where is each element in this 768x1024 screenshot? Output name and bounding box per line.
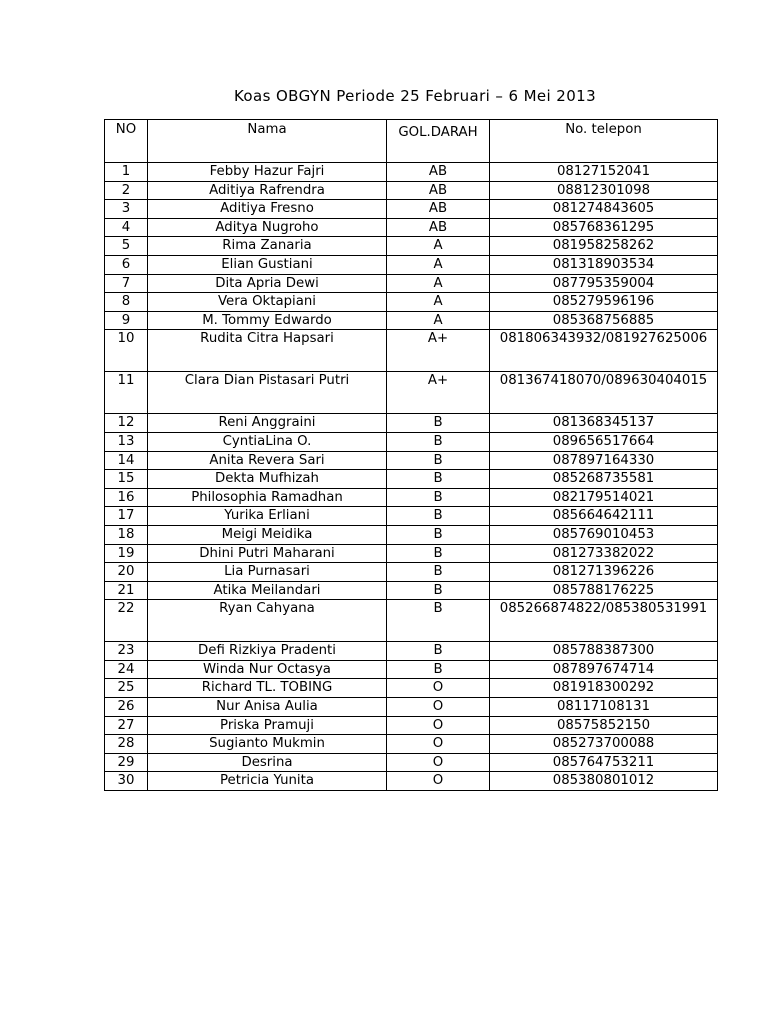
row-name: Aditya Nugroho — [148, 218, 387, 237]
row-blood-type: AB — [387, 200, 490, 219]
row-phone: 085368756885 — [490, 311, 718, 330]
row-number: 22 — [105, 600, 148, 642]
row-number: 19 — [105, 544, 148, 563]
table-row — [105, 753, 718, 772]
row-phone: 089656517664 — [490, 432, 718, 451]
row-blood-type: B — [387, 470, 490, 489]
table-row — [105, 470, 718, 489]
table-row — [105, 311, 718, 330]
row-phone: 085268735581 — [490, 470, 718, 489]
row-name: Defi Rizkiya Pradenti — [148, 642, 387, 661]
row-phone: 085788387300 — [490, 642, 718, 661]
row-name: Nur Anisa Aulia — [148, 698, 387, 717]
row-name: Aditiya Fresno — [148, 200, 387, 219]
row-number: 27 — [105, 716, 148, 735]
row-name: Aditiya Rafrendra — [148, 181, 387, 200]
row-name: Ryan Cahyana — [148, 600, 387, 642]
row-number: 4 — [105, 218, 148, 237]
row-blood-type: B — [387, 414, 490, 433]
row-number: 18 — [105, 525, 148, 544]
row-phone: 085380801012 — [490, 772, 718, 791]
row-blood-type: O — [387, 772, 490, 791]
row-phone-text: 085266874822/085380531991 — [499, 601, 708, 617]
row-blood-type: B — [387, 432, 490, 451]
row-name: Sugianto Mukmin — [148, 735, 387, 754]
row-name: Richard TL. TOBING — [148, 679, 387, 698]
row-phone: 081318903534 — [490, 255, 718, 274]
row-blood-type: A+ — [387, 372, 490, 414]
row-blood-type: B — [387, 544, 490, 563]
row-phone: 085764753211 — [490, 753, 718, 772]
table-header-row — [105, 120, 718, 163]
table-row — [105, 660, 718, 679]
row-number: 9 — [105, 311, 148, 330]
row-name: Philosophia Ramadhan — [148, 488, 387, 507]
row-blood-type: B — [387, 525, 490, 544]
row-phone: 087897674714 — [490, 660, 718, 679]
row-number: 14 — [105, 451, 148, 470]
row-number: 1 — [105, 163, 148, 182]
row-phone: 085273700088 — [490, 735, 718, 754]
row-number: 12 — [105, 414, 148, 433]
row-phone: 085769010453 — [490, 525, 718, 544]
table-row — [105, 772, 718, 791]
row-name: CyntiaLina O. — [148, 432, 387, 451]
row-number: 20 — [105, 563, 148, 582]
table-row — [105, 200, 718, 219]
row-number: 21 — [105, 581, 148, 600]
row-blood-type: AB — [387, 181, 490, 200]
row-phone — [490, 372, 718, 414]
table-row — [105, 274, 718, 293]
row-number: 10 — [105, 330, 148, 372]
table-row — [105, 507, 718, 526]
row-name: Dita Apria Dewi — [148, 274, 387, 293]
table-row — [105, 544, 718, 563]
row-number: 6 — [105, 255, 148, 274]
row-blood-type: B — [387, 451, 490, 470]
row-name: Winda Nur Octasya — [148, 660, 387, 679]
row-phone — [490, 600, 718, 642]
row-blood-type: B — [387, 563, 490, 582]
row-blood-type: O — [387, 753, 490, 772]
student-table — [104, 119, 718, 791]
row-blood-type: A — [387, 311, 490, 330]
row-phone: 081271396226 — [490, 563, 718, 582]
table-row — [105, 488, 718, 507]
row-blood-type: O — [387, 716, 490, 735]
header-telepon: No. telepon — [490, 120, 718, 163]
row-name: Rudita Citra Hapsari — [148, 330, 387, 372]
row-number: 2 — [105, 181, 148, 200]
row-number: 13 — [105, 432, 148, 451]
table-row — [105, 372, 718, 414]
row-phone: 081958258262 — [490, 237, 718, 256]
row-number: 24 — [105, 660, 148, 679]
table-row — [105, 600, 718, 642]
table-row — [105, 414, 718, 433]
row-blood-type: A — [387, 237, 490, 256]
document-title: Koas OBGYN Periode 25 Februari – 6 Mei 2013 — [233, 87, 597, 105]
row-name: Petricia Yunita — [148, 772, 387, 791]
table-row — [105, 581, 718, 600]
row-number: 3 — [105, 200, 148, 219]
row-number: 11 — [105, 372, 148, 414]
table-row — [105, 237, 718, 256]
table-row — [105, 330, 718, 372]
table-row — [105, 255, 718, 274]
row-name: Desrina — [148, 753, 387, 772]
table-row — [105, 451, 718, 470]
row-number: 25 — [105, 679, 148, 698]
row-name: Priska Pramuji — [148, 716, 387, 735]
row-phone: 085664642111 — [490, 507, 718, 526]
row-number: 26 — [105, 698, 148, 717]
table-row — [105, 563, 718, 582]
row-phone: 081918300292 — [490, 679, 718, 698]
row-name: Anita Revera Sari — [148, 451, 387, 470]
row-blood-type: A — [387, 274, 490, 293]
row-name: Dhini Putri Maharani — [148, 544, 387, 563]
table-row — [105, 735, 718, 754]
row-phone: 081274843605 — [490, 200, 718, 219]
row-name: Vera Oktapiani — [148, 293, 387, 312]
table-row — [105, 432, 718, 451]
row-phone: 085279596196 — [490, 293, 718, 312]
row-phone: 081368345137 — [490, 414, 718, 433]
row-name: Rima Zanaria — [148, 237, 387, 256]
row-blood-type: B — [387, 488, 490, 507]
table-row — [105, 642, 718, 661]
table-row — [105, 163, 718, 182]
row-number: 28 — [105, 735, 148, 754]
header-gol-darah: GOL.DARAH — [387, 120, 490, 163]
row-name: Yurika Erliani — [148, 507, 387, 526]
row-blood-type: O — [387, 735, 490, 754]
row-number: 16 — [105, 488, 148, 507]
table-row — [105, 698, 718, 717]
table-row — [105, 716, 718, 735]
row-blood-type: A — [387, 293, 490, 312]
table-row — [105, 181, 718, 200]
row-name: Meigi Meidika — [148, 525, 387, 544]
row-number: 5 — [105, 237, 148, 256]
row-name: Elian Gustiani — [148, 255, 387, 274]
table-row — [105, 679, 718, 698]
row-name: M. Tommy Edwardo — [148, 311, 387, 330]
row-name: Reni Anggraini — [148, 414, 387, 433]
row-blood-type: AB — [387, 163, 490, 182]
row-blood-type: A — [387, 255, 490, 274]
row-phone-text: 081367418070/089630404015 — [499, 373, 708, 389]
row-blood-type: B — [387, 581, 490, 600]
row-blood-type: B — [387, 507, 490, 526]
row-blood-type: O — [387, 679, 490, 698]
row-phone: 08127152041 — [490, 163, 718, 182]
row-name: Atika Meilandari — [148, 581, 387, 600]
row-name: Lia Purnasari — [148, 563, 387, 582]
row-phone: 085768361295 — [490, 218, 718, 237]
header-no: NO — [105, 120, 148, 163]
row-phone: 085788176225 — [490, 581, 718, 600]
row-phone — [490, 330, 718, 372]
row-blood-type: O — [387, 698, 490, 717]
row-phone: 087795359004 — [490, 274, 718, 293]
row-number: 17 — [105, 507, 148, 526]
row-number: 7 — [105, 274, 148, 293]
row-blood-type: B — [387, 660, 490, 679]
table-row — [105, 293, 718, 312]
row-name: Dekta Mufhizah — [148, 470, 387, 489]
row-number: 23 — [105, 642, 148, 661]
row-number: 30 — [105, 772, 148, 791]
row-phone: 087897164330 — [490, 451, 718, 470]
row-phone: 08117108131 — [490, 698, 718, 717]
table-row — [105, 218, 718, 237]
row-blood-type: B — [387, 600, 490, 642]
row-phone: 082179514021 — [490, 488, 718, 507]
table-row — [105, 525, 718, 544]
row-phone-text: 081806343932/081927625006 — [499, 331, 708, 347]
row-blood-type: B — [387, 642, 490, 661]
row-name: Clara Dian Pistasari Putri — [148, 372, 387, 414]
row-number: 8 — [105, 293, 148, 312]
row-number: 29 — [105, 753, 148, 772]
table-body — [105, 163, 718, 791]
row-blood-type: A+ — [387, 330, 490, 372]
row-phone: 081273382022 — [490, 544, 718, 563]
row-phone: 08812301098 — [490, 181, 718, 200]
row-name: Febby Hazur Fajri — [148, 163, 387, 182]
header-nama: Nama — [148, 120, 387, 163]
row-number: 15 — [105, 470, 148, 489]
row-blood-type: AB — [387, 218, 490, 237]
row-phone: 08575852150 — [490, 716, 718, 735]
